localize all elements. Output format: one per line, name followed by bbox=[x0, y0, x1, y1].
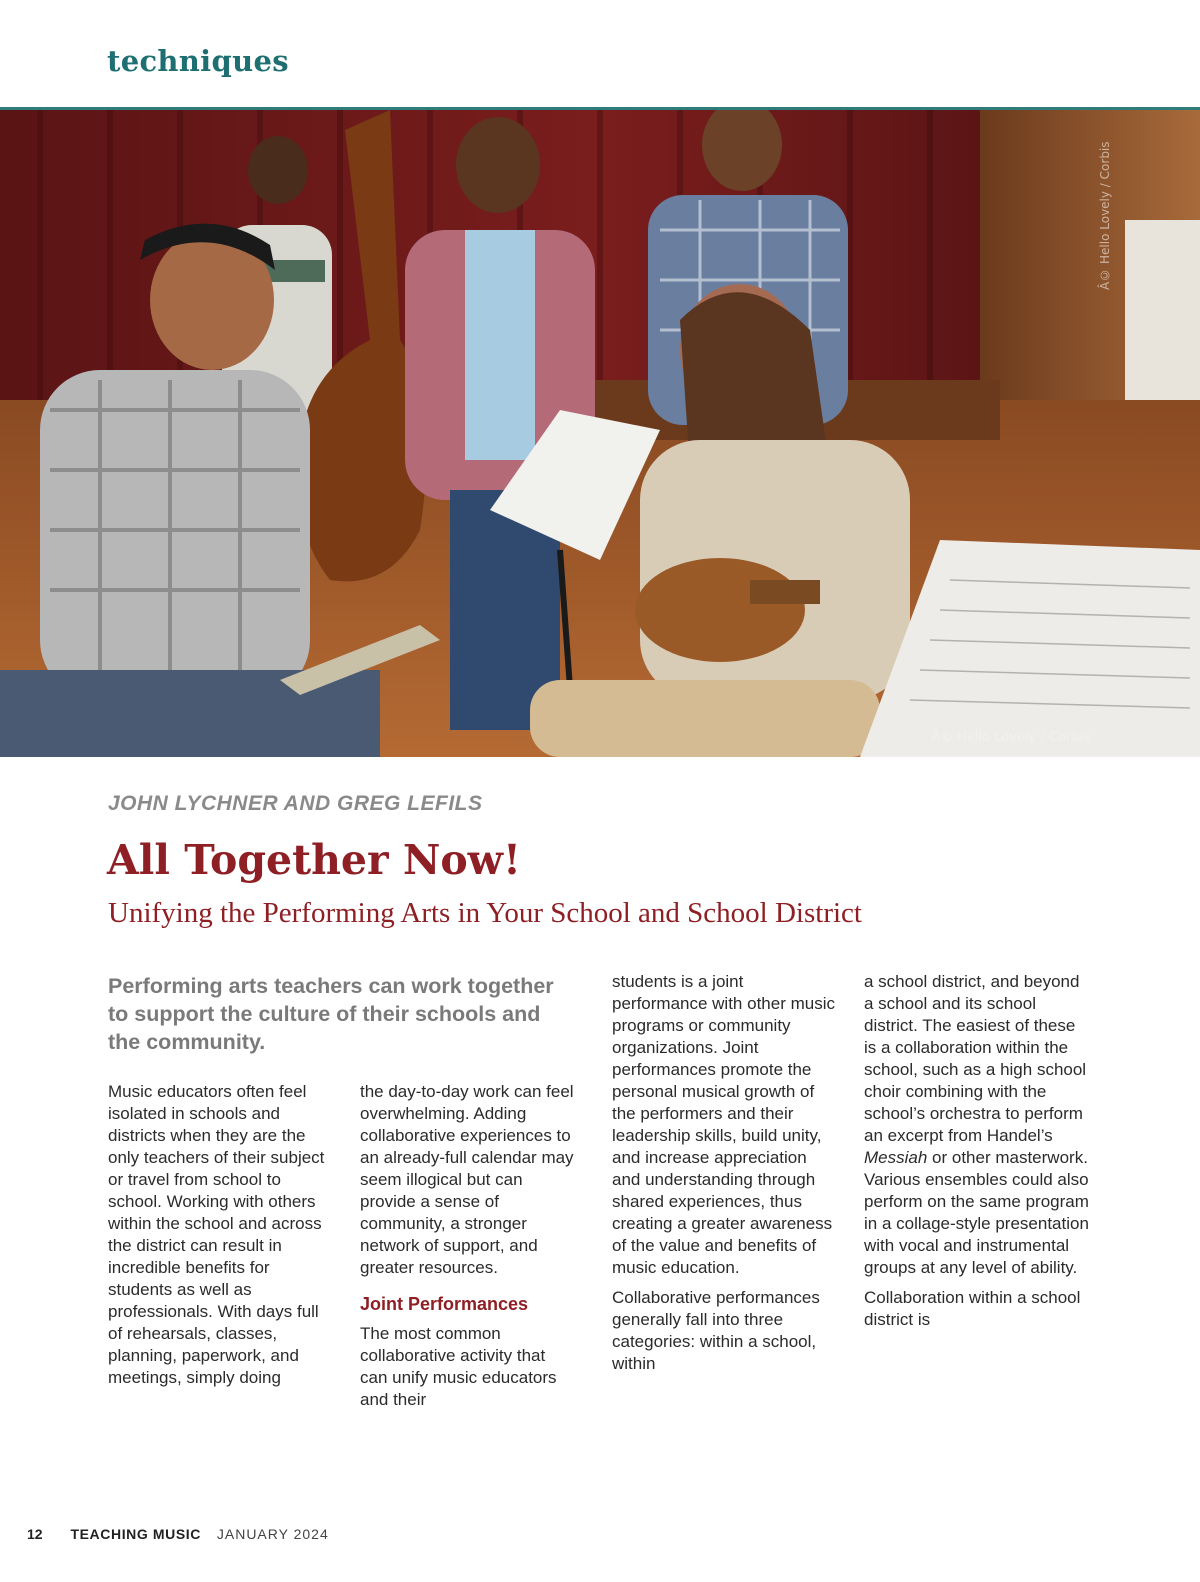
column-3 bbox=[612, 971, 837, 1383]
page-footer bbox=[27, 1526, 329, 1542]
text-run: or other masterwork. Various ensembles could also perform on the same program in a collage-style presentation with vocal and instrumental groups at any level of ability. bbox=[864, 1148, 1089, 1277]
work-title: Messiah bbox=[864, 1148, 928, 1167]
paragraph: students is a joint performance with other music programs or community organizations. Joint performances promote the personal musical growth of the performers and their leadership skills, build unity, and increase appreciation and understanding through shared experiences, thus creating a greater awareness of the value and benefits of music education. bbox=[612, 972, 835, 1277]
hero-photo-illustration bbox=[0, 110, 1200, 757]
article-authors: JOHN LYCHNER AND GREG LEFILS bbox=[108, 792, 483, 815]
hero-photo bbox=[0, 110, 1200, 757]
photo-credit: Â© Hello Lovely / Corbis bbox=[931, 730, 1090, 745]
paragraph: Collaboration within a school district is bbox=[864, 1288, 1081, 1329]
section-tag: techniques bbox=[107, 44, 289, 78]
column-1 bbox=[108, 1081, 333, 1397]
section-heading-joint-performances: Joint Performances bbox=[360, 1294, 529, 1314]
issue-date: JANUARY 2024 bbox=[216, 1526, 329, 1542]
paragraph: The most common collaborative activity that can unify music educators and their bbox=[360, 1324, 557, 1409]
magazine-name: TEACHING MUSIC bbox=[70, 1526, 201, 1542]
paragraph: Music educators often feel isolated in schools and districts when they are the only teachers of their subject or travel from school to school. Working with others within the school and across the district can result in incredible benefits for students as well as professionals. With days full of rehearsals, classes, planning, paperwork, and meetings, simply doing bbox=[108, 1082, 325, 1387]
text-run: a school district, and beyond a school and its school district. The easiest of these is a collaboration within the school, such as a high school choir combining with the school’s orchestra to perform an excerpt from Handel’s bbox=[864, 972, 1087, 1145]
column-2 bbox=[360, 1081, 575, 1419]
paragraph bbox=[864, 971, 1089, 1279]
article-subtitle: Unifying the Performing Arts in Your School and School District bbox=[108, 897, 862, 929]
article-lede: Performing arts teachers can work together to support the culture of their schools and the community. bbox=[108, 974, 554, 1054]
page-number: 12 bbox=[27, 1526, 43, 1542]
photo-credit-vertical: Â© Hello Lovely / Corbis bbox=[1098, 141, 1112, 290]
column-4 bbox=[864, 971, 1089, 1339]
paragraph: Collaborative performances generally fall into three categories: within a school, within bbox=[612, 1288, 820, 1373]
paragraph: the day-to-day work can feel overwhelming. Adding collaborative experiences to an already-full calendar may seem illogical but can provide a sense of community, a stronger network of support, and greater resources. bbox=[360, 1082, 574, 1277]
article-title: All Together Now! bbox=[107, 836, 521, 884]
